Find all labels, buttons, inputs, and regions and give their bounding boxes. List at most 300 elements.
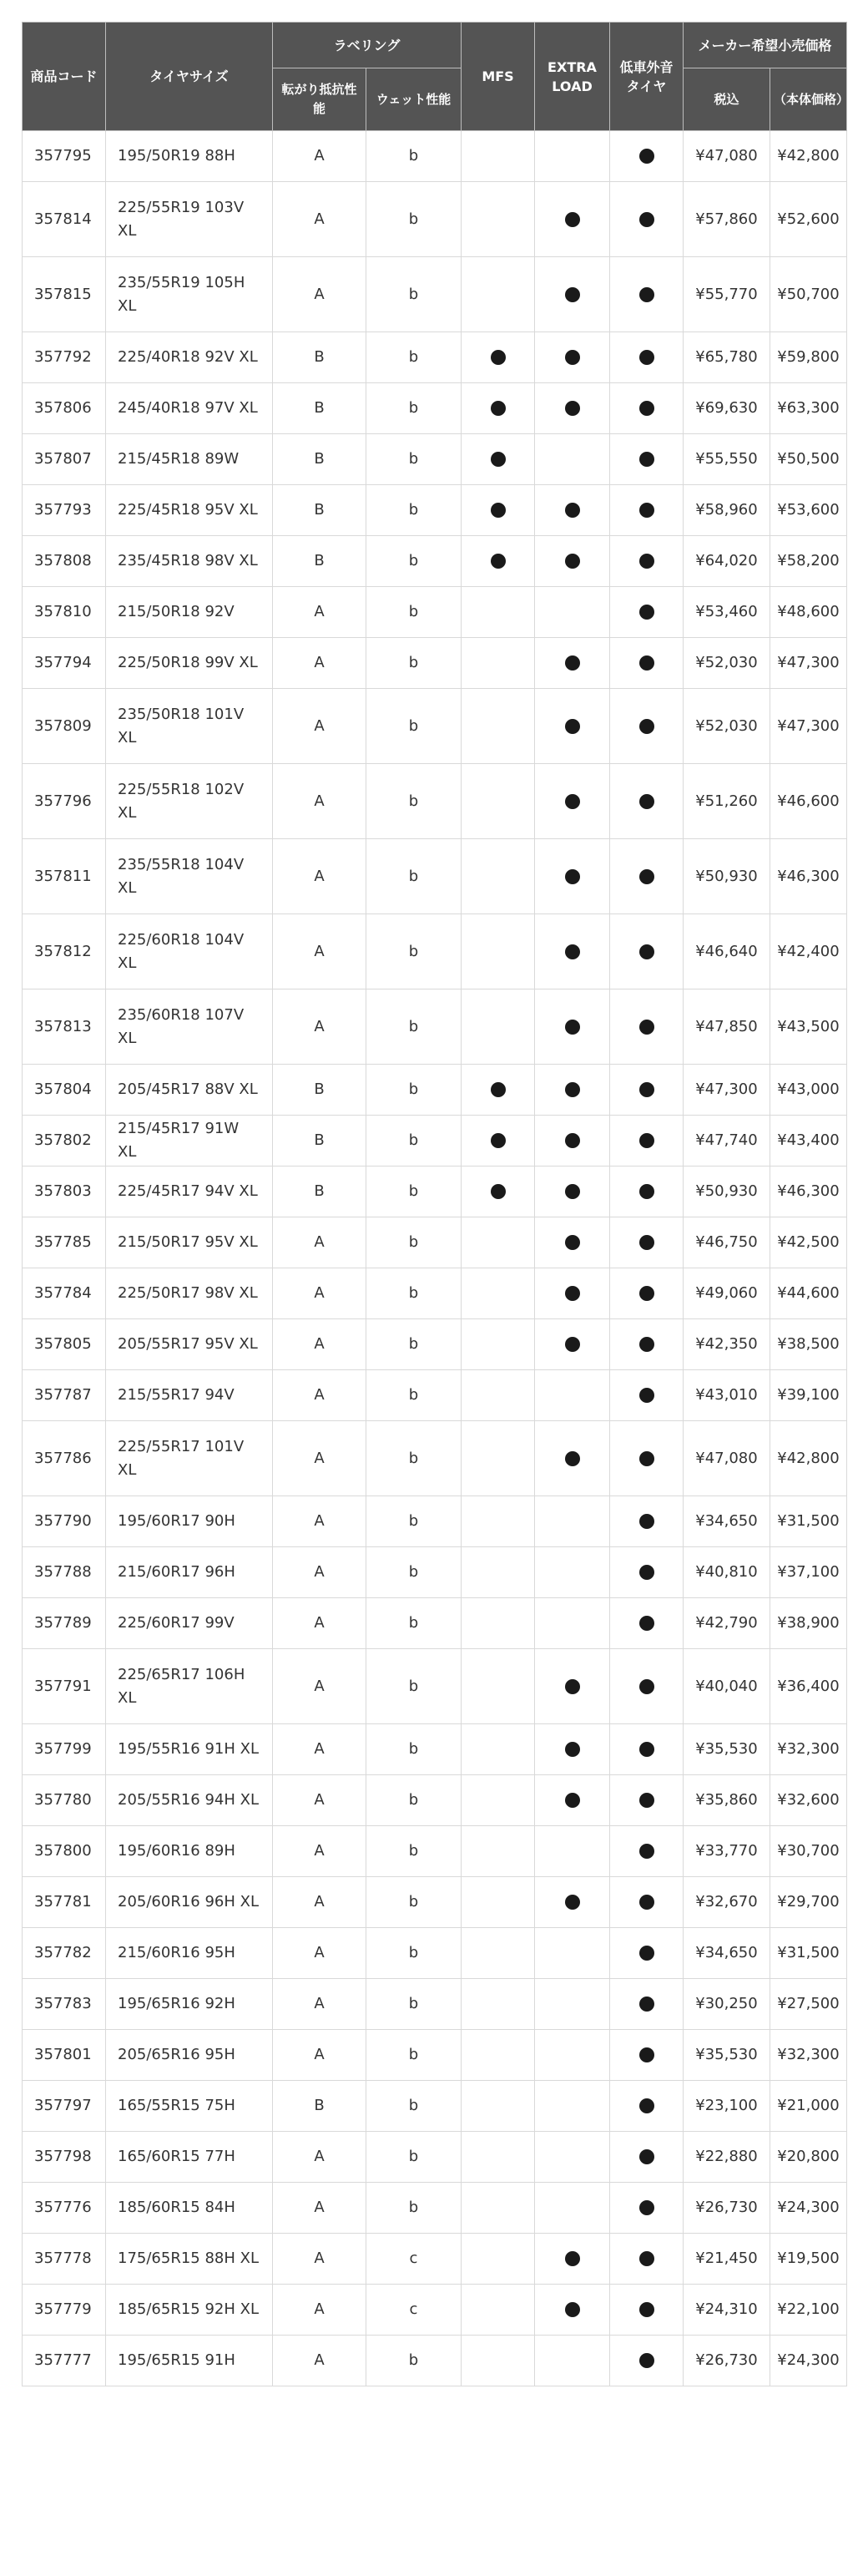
cell-low-noise — [610, 1065, 684, 1116]
cell-mfs — [462, 182, 535, 257]
cell-rolling-resistance: A — [273, 2132, 366, 2183]
cell-wet-performance: b — [366, 434, 462, 485]
cell-mfs — [462, 1649, 535, 1724]
cell-extra-load — [535, 764, 610, 839]
cell-price-tax-included: ¥40,810 — [684, 1547, 770, 1598]
cell-product-code: 357785 — [23, 1217, 106, 1268]
cell-rolling-resistance: A — [273, 689, 366, 764]
cell-extra-load — [535, 1775, 610, 1826]
cell-extra-load — [535, 2336, 610, 2386]
cell-mfs — [462, 1065, 535, 1116]
cell-wet-performance: b — [366, 1167, 462, 1217]
table-row — [23, 1775, 847, 1826]
cell-mfs — [462, 839, 535, 914]
extra-load-dot-icon — [565, 719, 580, 734]
cell-wet-performance: b — [366, 257, 462, 332]
cell-price-tax-included: ¥35,530 — [684, 1724, 770, 1775]
cell-price-tax-included: ¥55,770 — [684, 257, 770, 332]
cell-tire-size: 165/55R15 75H — [106, 2081, 273, 2132]
cell-extra-load — [535, 1877, 610, 1928]
cell-mfs — [462, 1319, 535, 1370]
cell-tire-size: 215/55R17 94V — [106, 1370, 273, 1421]
header-low-noise: 低車外音タイヤ — [610, 23, 684, 131]
table-row — [23, 587, 847, 638]
low-noise-dot-icon — [639, 149, 654, 164]
cell-tire-size: 235/55R18 104V XL — [106, 839, 273, 914]
cell-price-tax-included: ¥47,080 — [684, 131, 770, 182]
cell-mfs — [462, 1979, 535, 2030]
low-noise-dot-icon — [639, 1514, 654, 1529]
cell-rolling-resistance: A — [273, 2336, 366, 2386]
low-noise-dot-icon — [639, 1679, 654, 1694]
cell-extra-load — [535, 536, 610, 587]
cell-mfs — [462, 1370, 535, 1421]
cell-price-body: ¥47,300 — [770, 638, 847, 689]
low-noise-dot-icon — [639, 1235, 654, 1250]
mfs-dot-icon — [491, 452, 506, 467]
cell-price-tax-included: ¥26,730 — [684, 2336, 770, 2386]
cell-rolling-resistance: A — [273, 1928, 366, 1979]
cell-tire-size: 225/55R18 102V XL — [106, 764, 273, 839]
cell-product-code: 357802 — [23, 1116, 106, 1167]
cell-extra-load — [535, 1319, 610, 1370]
low-noise-dot-icon — [639, 1184, 654, 1199]
table-row — [23, 2234, 847, 2285]
cell-price-tax-included: ¥24,310 — [684, 2285, 770, 2336]
cell-low-noise — [610, 1877, 684, 1928]
cell-product-code: 357783 — [23, 1979, 106, 2030]
cell-rolling-resistance: B — [273, 434, 366, 485]
table-row — [23, 1598, 847, 1649]
cell-tire-size: 215/50R18 92V — [106, 587, 273, 638]
cell-low-noise — [610, 1370, 684, 1421]
cell-wet-performance: b — [366, 989, 462, 1065]
cell-low-noise — [610, 1167, 684, 1217]
cell-mfs — [462, 1826, 535, 1877]
cell-price-body: ¥59,800 — [770, 332, 847, 383]
extra-load-dot-icon — [565, 554, 580, 569]
cell-mfs — [462, 1116, 535, 1167]
low-noise-dot-icon — [639, 1616, 654, 1631]
cell-rolling-resistance: B — [273, 1116, 366, 1167]
cell-low-noise — [610, 1116, 684, 1167]
cell-low-noise — [610, 1826, 684, 1877]
cell-mfs — [462, 914, 535, 989]
table-row — [23, 689, 847, 764]
table-row — [23, 1370, 847, 1421]
cell-rolling-resistance: B — [273, 485, 366, 536]
cell-price-tax-included: ¥50,930 — [684, 839, 770, 914]
cell-rolling-resistance: A — [273, 1547, 366, 1598]
table-row — [23, 383, 847, 434]
cell-rolling-resistance: B — [273, 1167, 366, 1217]
low-noise-dot-icon — [639, 1082, 654, 1097]
cell-extra-load — [535, 1598, 610, 1649]
tire-spec-table-container — [22, 22, 850, 2386]
extra-load-dot-icon — [565, 401, 580, 416]
cell-product-code: 357806 — [23, 383, 106, 434]
table-body — [23, 131, 847, 2386]
cell-rolling-resistance: A — [273, 182, 366, 257]
cell-wet-performance: b — [366, 383, 462, 434]
cell-product-code: 357795 — [23, 131, 106, 182]
low-noise-dot-icon — [639, 1286, 654, 1301]
cell-price-body: ¥27,500 — [770, 1979, 847, 2030]
table-row — [23, 1319, 847, 1370]
low-noise-dot-icon — [639, 401, 654, 416]
extra-load-dot-icon — [565, 1742, 580, 1757]
cell-wet-performance: b — [366, 764, 462, 839]
table-row — [23, 1724, 847, 1775]
cell-mfs — [462, 2285, 535, 2336]
cell-wet-performance: b — [366, 1547, 462, 1598]
header-rolling-resistance: 転がり抵抗性能 — [273, 68, 366, 131]
cell-price-body: ¥38,500 — [770, 1319, 847, 1370]
cell-extra-load — [535, 1065, 610, 1116]
low-noise-dot-icon — [639, 2353, 654, 2368]
low-noise-dot-icon — [639, 1337, 654, 1352]
cell-product-code: 357812 — [23, 914, 106, 989]
cell-rolling-resistance: B — [273, 536, 366, 587]
cell-mfs — [462, 587, 535, 638]
cell-price-tax-included: ¥47,080 — [684, 1421, 770, 1496]
cell-low-noise — [610, 587, 684, 638]
cell-low-noise — [610, 1724, 684, 1775]
cell-product-code: 357804 — [23, 1065, 106, 1116]
cell-mfs — [462, 689, 535, 764]
header-product-code: 商品コード — [23, 23, 106, 131]
cell-product-code: 357814 — [23, 182, 106, 257]
extra-load-dot-icon — [565, 1235, 580, 1250]
cell-product-code: 357791 — [23, 1649, 106, 1724]
cell-mfs — [462, 1217, 535, 1268]
cell-rolling-resistance: A — [273, 638, 366, 689]
cell-tire-size: 215/45R18 89W — [106, 434, 273, 485]
cell-product-code: 357781 — [23, 1877, 106, 1928]
extra-load-dot-icon — [565, 1020, 580, 1035]
cell-low-noise — [610, 1928, 684, 1979]
table-row — [23, 1649, 847, 1724]
cell-mfs — [462, 1928, 535, 1979]
cell-rolling-resistance: A — [273, 257, 366, 332]
low-noise-dot-icon — [639, 605, 654, 620]
cell-price-body: ¥31,500 — [770, 1496, 847, 1547]
cell-low-noise — [610, 2081, 684, 2132]
cell-mfs — [462, 1775, 535, 1826]
cell-mfs — [462, 638, 535, 689]
extra-load-dot-icon — [565, 869, 580, 884]
cell-price-body: ¥50,700 — [770, 257, 847, 332]
table-row — [23, 989, 847, 1065]
cell-extra-load — [535, 2030, 610, 2081]
cell-price-body: ¥29,700 — [770, 1877, 847, 1928]
table-row — [23, 1217, 847, 1268]
low-noise-dot-icon — [639, 2251, 654, 2266]
cell-price-body: ¥44,600 — [770, 1268, 847, 1319]
low-noise-dot-icon — [639, 1895, 654, 1910]
mfs-dot-icon — [491, 1133, 506, 1148]
cell-tire-size: 215/60R17 96H — [106, 1547, 273, 1598]
low-noise-dot-icon — [639, 1946, 654, 1961]
cell-rolling-resistance: A — [273, 1649, 366, 1724]
cell-product-code: 357810 — [23, 587, 106, 638]
cell-mfs — [462, 764, 535, 839]
cell-price-tax-included: ¥64,020 — [684, 536, 770, 587]
table-row — [23, 485, 847, 536]
cell-rolling-resistance: B — [273, 2081, 366, 2132]
header-mfs: MFS — [462, 23, 535, 131]
cell-low-noise — [610, 434, 684, 485]
cell-product-code: 357787 — [23, 1370, 106, 1421]
cell-tire-size: 215/50R17 95V XL — [106, 1217, 273, 1268]
cell-mfs — [462, 1496, 535, 1547]
extra-load-dot-icon — [565, 944, 580, 959]
cell-price-body: ¥52,600 — [770, 182, 847, 257]
cell-mfs — [462, 2183, 535, 2234]
low-noise-dot-icon — [639, 350, 654, 365]
cell-extra-load — [535, 839, 610, 914]
table-row — [23, 2081, 847, 2132]
cell-wet-performance: b — [366, 2132, 462, 2183]
cell-extra-load — [535, 1649, 610, 1724]
cell-extra-load — [535, 182, 610, 257]
cell-tire-size: 185/65R15 92H XL — [106, 2285, 273, 2336]
cell-wet-performance: c — [366, 2285, 462, 2336]
cell-tire-size: 235/45R18 98V XL — [106, 536, 273, 587]
low-noise-dot-icon — [639, 1565, 654, 1580]
cell-rolling-resistance: A — [273, 2234, 366, 2285]
cell-mfs — [462, 257, 535, 332]
extra-load-dot-icon — [565, 794, 580, 809]
cell-price-body: ¥47,300 — [770, 689, 847, 764]
cell-price-tax-included: ¥47,300 — [684, 1065, 770, 1116]
cell-wet-performance: b — [366, 182, 462, 257]
extra-load-dot-icon — [565, 655, 580, 671]
cell-product-code: 357792 — [23, 332, 106, 383]
cell-low-noise — [610, 2030, 684, 2081]
cell-price-body: ¥31,500 — [770, 1928, 847, 1979]
cell-wet-performance: b — [366, 2183, 462, 2234]
cell-extra-load — [535, 485, 610, 536]
cell-low-noise — [610, 1598, 684, 1649]
cell-tire-size: 225/50R17 98V XL — [106, 1268, 273, 1319]
cell-extra-load — [535, 1724, 610, 1775]
cell-wet-performance: c — [366, 2234, 462, 2285]
cell-wet-performance: b — [366, 1421, 462, 1496]
table-row — [23, 1116, 847, 1167]
cell-wet-performance: b — [366, 485, 462, 536]
cell-price-body: ¥43,000 — [770, 1065, 847, 1116]
cell-tire-size: 225/55R17 101V XL — [106, 1421, 273, 1496]
cell-product-code: 357794 — [23, 638, 106, 689]
cell-wet-performance: b — [366, 914, 462, 989]
table-row — [23, 257, 847, 332]
cell-wet-performance: b — [366, 1928, 462, 1979]
cell-price-body: ¥58,200 — [770, 536, 847, 587]
extra-load-dot-icon — [565, 2251, 580, 2266]
cell-price-body: ¥48,600 — [770, 587, 847, 638]
cell-price-tax-included: ¥42,350 — [684, 1319, 770, 1370]
cell-price-body: ¥32,600 — [770, 1775, 847, 1826]
cell-extra-load — [535, 1979, 610, 2030]
cell-price-body: ¥43,400 — [770, 1116, 847, 1167]
cell-rolling-resistance: A — [273, 2030, 366, 2081]
cell-product-code: 357809 — [23, 689, 106, 764]
table-row — [23, 1979, 847, 2030]
cell-tire-size: 195/60R16 89H — [106, 1826, 273, 1877]
cell-extra-load — [535, 1116, 610, 1167]
cell-mfs — [462, 2081, 535, 2132]
cell-wet-performance: b — [366, 1319, 462, 1370]
low-noise-dot-icon — [639, 287, 654, 302]
cell-price-body: ¥20,800 — [770, 2132, 847, 2183]
table-row — [23, 1167, 847, 1217]
table-row — [23, 839, 847, 914]
cell-tire-size: 205/55R16 94H XL — [106, 1775, 273, 1826]
cell-tire-size: 205/55R17 95V XL — [106, 1319, 273, 1370]
cell-wet-performance: b — [366, 332, 462, 383]
mfs-dot-icon — [491, 1082, 506, 1097]
cell-price-body: ¥42,500 — [770, 1217, 847, 1268]
cell-price-body: ¥63,300 — [770, 383, 847, 434]
mfs-dot-icon — [491, 503, 506, 518]
cell-extra-load — [535, 1217, 610, 1268]
mfs-dot-icon — [491, 1184, 506, 1199]
cell-mfs — [462, 434, 535, 485]
cell-mfs — [462, 989, 535, 1065]
extra-load-dot-icon — [565, 1184, 580, 1199]
cell-price-tax-included: ¥46,640 — [684, 914, 770, 989]
low-noise-dot-icon — [639, 944, 654, 959]
cell-product-code: 357813 — [23, 989, 106, 1065]
table-row — [23, 182, 847, 257]
extra-load-dot-icon — [565, 1286, 580, 1301]
cell-low-noise — [610, 839, 684, 914]
header-tire-size: タイヤサイズ — [106, 23, 273, 131]
low-noise-dot-icon — [639, 869, 654, 884]
low-noise-dot-icon — [639, 212, 654, 227]
cell-low-noise — [610, 2183, 684, 2234]
cell-low-noise — [610, 1649, 684, 1724]
cell-rolling-resistance: A — [273, 1775, 366, 1826]
cell-mfs — [462, 485, 535, 536]
cell-extra-load — [535, 2183, 610, 2234]
cell-price-tax-included: ¥32,670 — [684, 1877, 770, 1928]
extra-load-dot-icon — [565, 503, 580, 518]
cell-wet-performance: b — [366, 1598, 462, 1649]
low-noise-dot-icon — [639, 1451, 654, 1466]
cell-price-tax-included: ¥30,250 — [684, 1979, 770, 2030]
cell-rolling-resistance: A — [273, 1421, 366, 1496]
cell-tire-size: 205/45R17 88V XL — [106, 1065, 273, 1116]
cell-wet-performance: b — [366, 1217, 462, 1268]
low-noise-dot-icon — [639, 1793, 654, 1808]
cell-price-tax-included: ¥55,550 — [684, 434, 770, 485]
cell-price-tax-included: ¥47,740 — [684, 1116, 770, 1167]
cell-extra-load — [535, 1826, 610, 1877]
header-price-tax-included: 税込 — [684, 68, 770, 131]
cell-price-tax-included: ¥46,750 — [684, 1217, 770, 1268]
cell-tire-size: 235/50R18 101V XL — [106, 689, 273, 764]
cell-tire-size: 235/55R19 105H XL — [106, 257, 273, 332]
mfs-dot-icon — [491, 554, 506, 569]
cell-wet-performance: b — [366, 1826, 462, 1877]
cell-price-body: ¥37,100 — [770, 1547, 847, 1598]
cell-wet-performance: b — [366, 2081, 462, 2132]
cell-rolling-resistance: A — [273, 1826, 366, 1877]
header-retail-price: メーカー希望小売価格 — [684, 23, 847, 68]
cell-wet-performance: b — [366, 1775, 462, 1826]
cell-product-code: 357778 — [23, 2234, 106, 2285]
cell-low-noise — [610, 1496, 684, 1547]
cell-price-body: ¥22,100 — [770, 2285, 847, 2336]
cell-product-code: 357796 — [23, 764, 106, 839]
cell-price-tax-included: ¥35,530 — [684, 2030, 770, 2081]
cell-mfs — [462, 1268, 535, 1319]
cell-tire-size: 225/45R17 94V XL — [106, 1167, 273, 1217]
cell-price-body: ¥46,300 — [770, 1167, 847, 1217]
mfs-dot-icon — [491, 401, 506, 416]
table-header — [23, 23, 850, 131]
cell-rolling-resistance: A — [273, 131, 366, 182]
low-noise-dot-icon — [639, 655, 654, 671]
cell-mfs — [462, 2030, 535, 2081]
cell-tire-size: 195/60R17 90H — [106, 1496, 273, 1547]
cell-price-body: ¥36,400 — [770, 1649, 847, 1724]
cell-product-code: 357808 — [23, 536, 106, 587]
cell-mfs — [462, 1877, 535, 1928]
extra-load-dot-icon — [565, 1133, 580, 1148]
cell-extra-load — [535, 257, 610, 332]
cell-rolling-resistance: B — [273, 1065, 366, 1116]
cell-extra-load — [535, 638, 610, 689]
extra-load-dot-icon — [565, 287, 580, 302]
cell-wet-performance: b — [366, 1268, 462, 1319]
cell-wet-performance: b — [366, 839, 462, 914]
cell-extra-load — [535, 1167, 610, 1217]
cell-extra-load — [535, 2081, 610, 2132]
cell-tire-size: 245/40R18 97V XL — [106, 383, 273, 434]
extra-load-dot-icon — [565, 1337, 580, 1352]
cell-wet-performance: b — [366, 1649, 462, 1724]
low-noise-dot-icon — [639, 452, 654, 467]
cell-rolling-resistance: A — [273, 1370, 366, 1421]
cell-low-noise — [610, 2132, 684, 2183]
cell-extra-load — [535, 1496, 610, 1547]
cell-tire-size: 195/65R16 92H — [106, 1979, 273, 2030]
low-noise-dot-icon — [639, 1844, 654, 1859]
cell-low-noise — [610, 2336, 684, 2386]
cell-low-noise — [610, 1217, 684, 1268]
table-row — [23, 1928, 847, 1979]
cell-extra-load — [535, 587, 610, 638]
cell-low-noise — [610, 764, 684, 839]
cell-price-tax-included: ¥53,460 — [684, 587, 770, 638]
cell-price-tax-included: ¥51,260 — [684, 764, 770, 839]
extra-load-dot-icon — [565, 212, 580, 227]
cell-tire-size: 225/40R18 92V XL — [106, 332, 273, 383]
extra-load-dot-icon — [565, 2302, 580, 2317]
cell-wet-performance: b — [366, 689, 462, 764]
cell-price-tax-included: ¥23,100 — [684, 2081, 770, 2132]
table-row — [23, 1421, 847, 1496]
cell-product-code: 357790 — [23, 1496, 106, 1547]
cell-price-tax-included: ¥22,880 — [684, 2132, 770, 2183]
table-row — [23, 2285, 847, 2336]
cell-tire-size: 225/45R18 95V XL — [106, 485, 273, 536]
cell-extra-load — [535, 914, 610, 989]
cell-low-noise — [610, 257, 684, 332]
